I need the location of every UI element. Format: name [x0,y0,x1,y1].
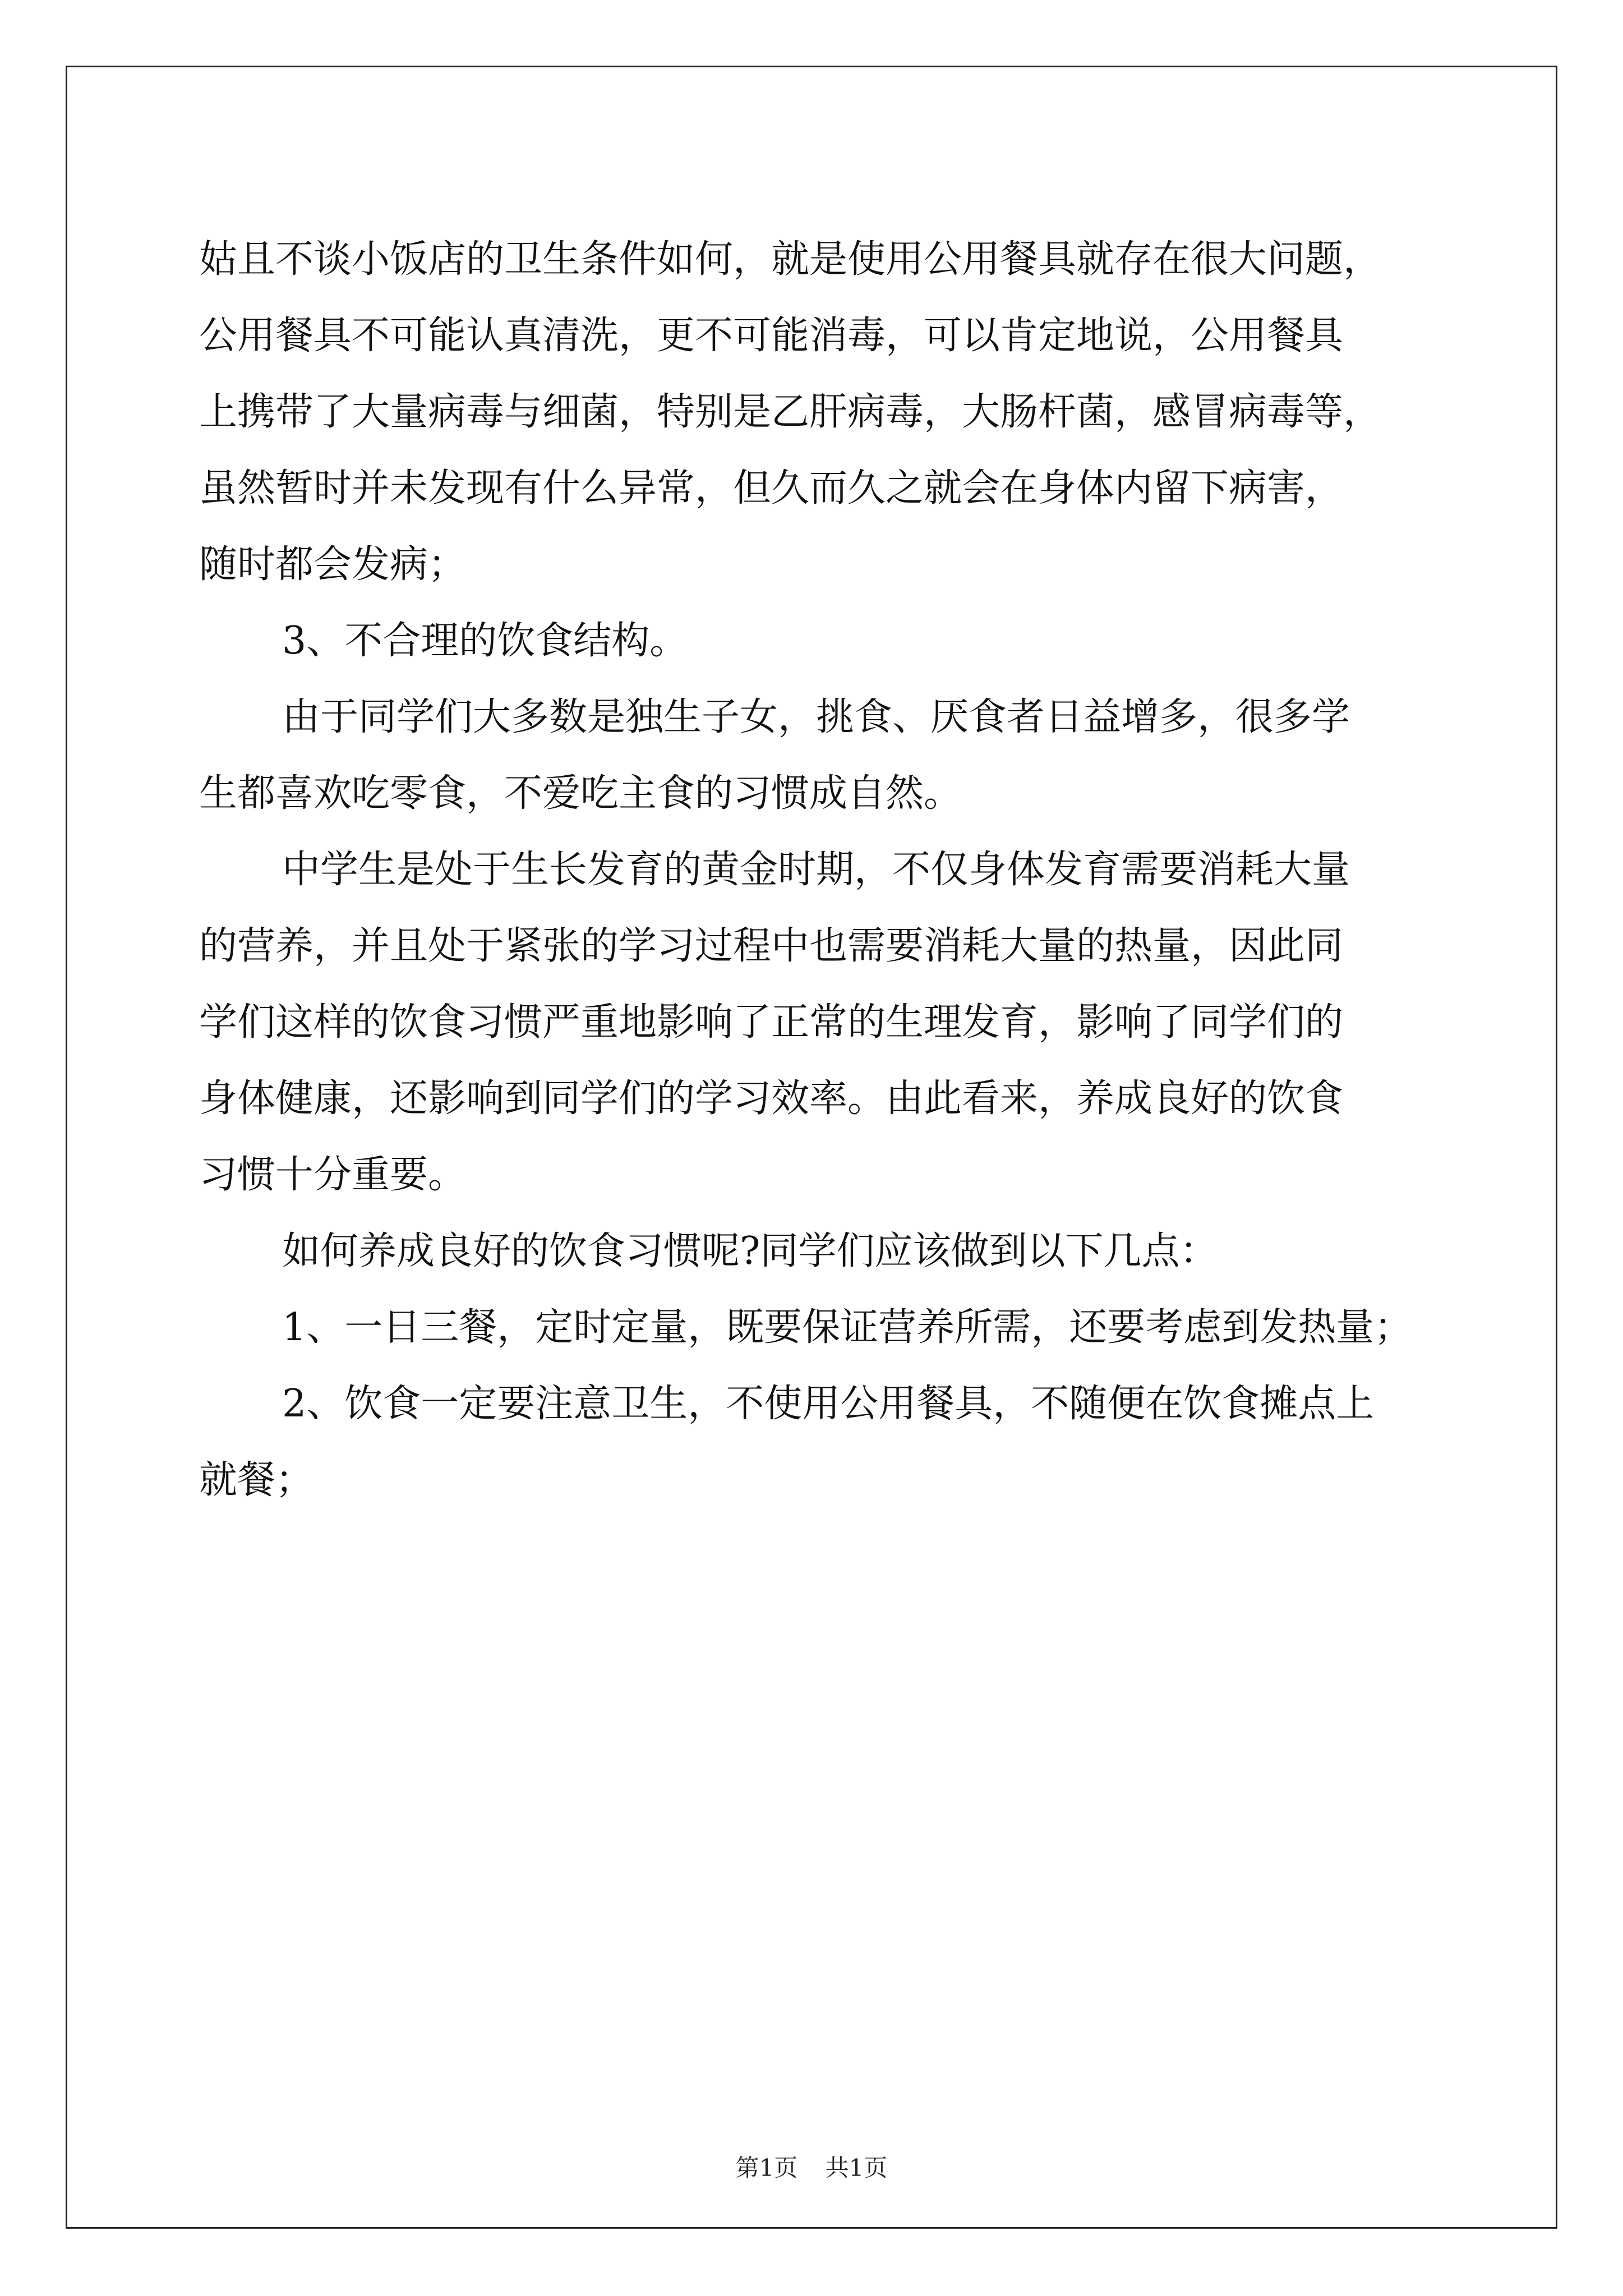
document-body [199,222,1433,1519]
paragraph [199,1290,1433,1366]
page-number: 第1页 [735,2154,798,2182]
text-line: 身体健康，还影响到同学们的学习效率。由此看来，养成良好的饮食 [199,1076,1344,1121]
section-heading: 3、不合理的饮食结构。 [282,619,688,663]
page-footer [0,2150,1623,2183]
text-line: 就餐； [199,1458,314,1502]
text-line: 习惯十分重要。 [199,1153,467,1197]
list-item: 1、一日三餐，定时定量，既要保证营养所需，还要考虑到发热量； [282,1305,1413,1350]
text-line: 如何养成良好的饮食习惯呢?同学们应该做到以下几点： [282,1229,1218,1273]
paragraph [199,679,1433,832]
text-line: 中学生是处于生长发育的黄金时期，不仅身体发育需要消耗大量 [282,848,1350,892]
list-item: 2、饮食一定要注意卫生，不使用公用餐具，不随便在饮食摊点上 [282,1382,1375,1426]
text-line: 姑且不谈小饭店的卫生条件如何，就是使用公用餐具就存在很大问题， [199,237,1382,282]
paragraph [199,222,1433,603]
text-line: 的营养，并且处于紧张的学习过程中也需要消耗大量的热量，因此同 [199,924,1344,968]
text-line: 上携带了大量病毒与细菌，特别是乙肝病毒，大肠杆菌，感冒病毒等， [199,390,1382,434]
paragraph [199,1213,1433,1290]
text-line: 学们这样的饮食习惯严重地影响了正常的生理发育，影响了同学们的 [199,1000,1344,1045]
paragraph [199,832,1433,1213]
paragraph [199,603,1433,679]
paragraph [199,1366,1433,1519]
text-line: 虽然暂时并未发现有什么异常，但久而久之就会在身体内留下病害， [199,466,1344,510]
page-total: 共1页 [825,2154,888,2182]
text-line: 由于同学们大多数是独生子女，挑食、厌食者日益增多，很多学 [282,695,1350,739]
text-line: 生都喜欢吃零食，不爱吃主食的习惯成自然。 [199,771,962,816]
text-line: 公用餐具不可能认真清洗，更不可能消毒，可以肯定地说，公用餐具 [199,314,1344,358]
text-line: 随时都会发病； [199,542,467,587]
